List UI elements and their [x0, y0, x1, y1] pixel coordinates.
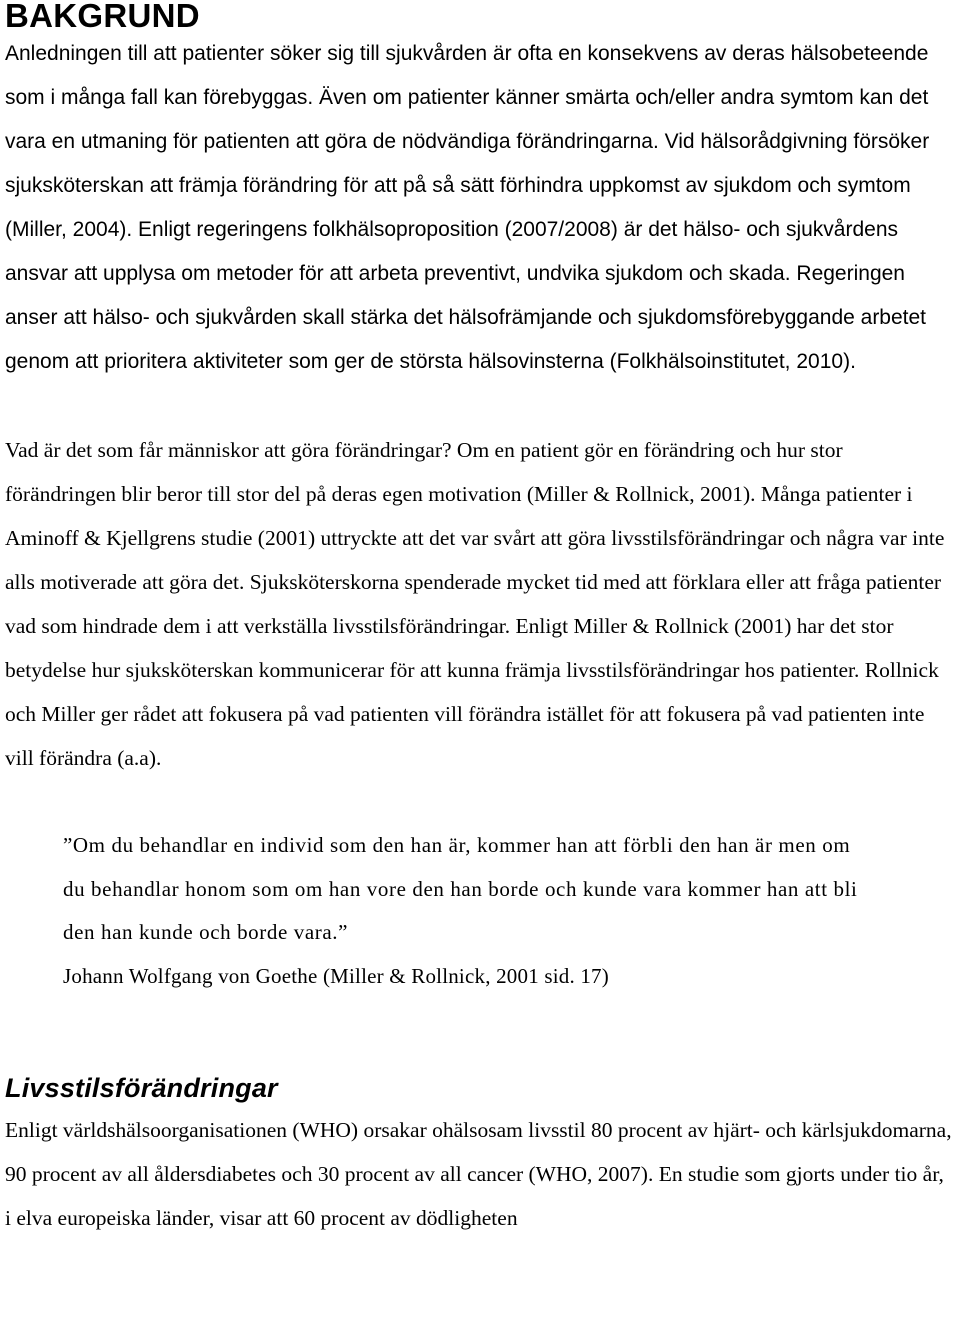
quote-attribution: Johann Wolfgang von Goethe (Miller & Rollnick, 2001 sid. 17): [63, 963, 609, 988]
paragraph-spacer: [5, 384, 955, 428]
who-paragraph: Enligt världshälsoorganisationen (WHO) orsakar ohälsosam livsstil 80 procent av hjärt- och kärlsjukdomarna, 90 procent av all åldersdiabetes och 30 procent av all cancer (WHO, 2007). En studie som gjorts under tio år, i elva europeiska länder, visar att 60 procent av dödligheten: [5, 1118, 952, 1230]
section-spacer: [5, 998, 955, 1068]
quote-block: [5, 824, 875, 998]
intro-paragraph: Anledningen till att patienter söker sig till sjukvården är ofta en konsekvens av deras hälsobeteende som i många fall kan förebyggas. Även om patienter känner smärta och/eller andra symtom kan det vara en utmaning för patienten att göra de nödvändiga förändringarna. Vid hälsorådgivning försöker sjuksköterskan att främja förändring för att på så sätt förhindra uppkomst av sjukdom och symtom (Miller, 2004). Enligt regeringens folkhälsoproposition (2007/2008) är det hälso- och sjukvårdens ansvar att upplysa om metoder för att arbeta preventivt, undvika sjukdom och skada. Regeringen anser att hälso- och sjukvården skall stärka det hälsofrämjande och sjukdomsförebyggande arbetet genom att prioritera aktiviteter som ger de största hälsovinsterna (Folkhälsoinstitutet, 2010).: [5, 42, 930, 373]
paragraph-spacer: [5, 780, 955, 824]
section-heading: BAKGRUND: [5, 0, 200, 34]
block-quote: ”Om du behandlar en individ som den han är, kommer han att förbli den han är men om du behandlar honom som om han vore den han borde och kunde vara kommer han att bli den han kunde och borde vara.”: [63, 833, 858, 944]
subsection-heading: Livsstilsförändringar: [5, 1073, 278, 1103]
motivation-paragraph: Vad är det som får människor att göra förändringar? Om en patient gör en förändring och hur stor förändringen blir beror till stor del på deras egen motivation (Miller & Rollnick, 2001). Många patienter i Aminoff & Kjellgrens studie (2001) uttryckte att det var svårt att göra livsstilsförändringar och några var inte alls motiverade att göra det. Sjuksköterskorna spenderade mycket tid med att förklara eller att fråga patienter vad som hindrade dem i att verkställa livsstilsförändringar. Enligt Miller & Rollnick (2001) har det stor betydelse hur sjuksköterskan kommunicerar för att kunna främja livsstilsförändringar hos patienter. Rollnick och Miller ger rådet att fokusera på vad patienten vill förändra istället för att fokusera på vad patienten inte vill förändra (a.a).: [5, 438, 945, 770]
document-page: [5, 0, 955, 1240]
